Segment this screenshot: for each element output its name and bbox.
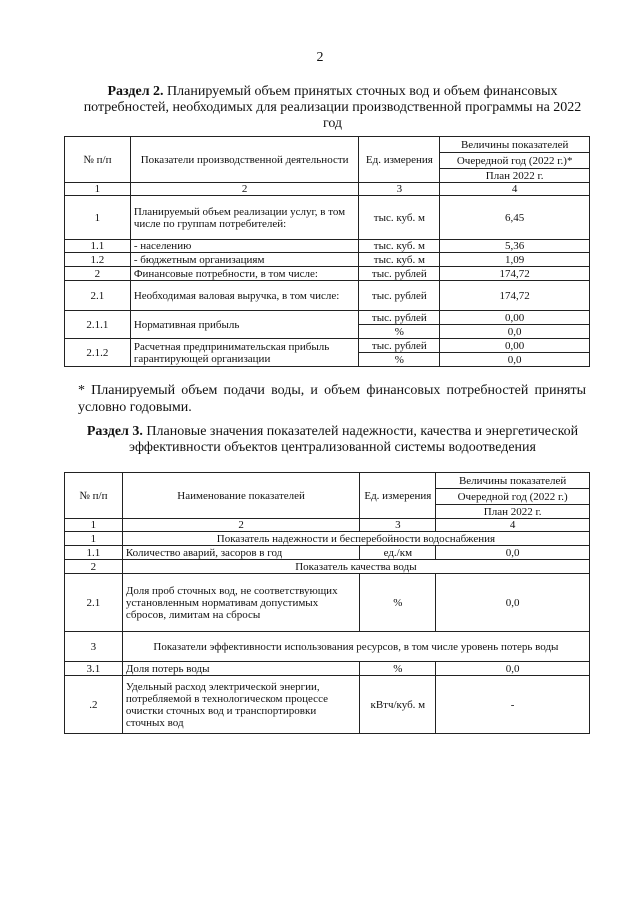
row-unit: %: [359, 353, 440, 367]
section3-title: [80, 424, 585, 456]
row-unit: ед./км: [360, 546, 436, 560]
header-num: № п/п: [65, 137, 131, 183]
group-num: 1: [65, 532, 123, 546]
index-cell: 1: [65, 183, 131, 196]
table-row: [65, 311, 590, 325]
row-value: 0,0: [436, 574, 590, 632]
row-name: Доля потерь воды: [122, 662, 360, 676]
group-title: Показатель надежности и бесперебойности водоснабжения: [122, 532, 589, 546]
header-name: Показатели производственной деятельности: [130, 137, 359, 183]
table-row: [65, 253, 590, 267]
section2-table: [64, 136, 590, 367]
section3-title-text: Плановые значения показателей надежности, качества и энергетической эффективности объектов централизованной системы водоотведения: [129, 424, 579, 455]
row-value: 5,36: [440, 240, 590, 253]
row-num: 2: [65, 267, 131, 281]
row-value: 0,00: [440, 311, 590, 325]
group-num: 2: [65, 560, 123, 574]
row-num: 1.1: [65, 546, 123, 560]
section3-table: [64, 472, 590, 734]
row-num: 1.1: [65, 240, 131, 253]
row-unit: тыс. рублей: [359, 267, 440, 281]
header-plan: План 2022 г.: [440, 169, 590, 183]
row-name: - населению: [130, 240, 359, 253]
table-row: [65, 574, 590, 632]
row-name: Нормативная прибыль: [130, 311, 359, 339]
index-row: [65, 519, 590, 532]
row-value: 0,0: [440, 325, 590, 339]
row-num: 2.1.1: [65, 311, 131, 339]
row-name: Удельный расход электрической энергии, потребляемой в технологическом процессе очистки сточных вод и транспортировки сточных вод: [122, 676, 360, 734]
row-value: 1,09: [440, 253, 590, 267]
row-unit: %: [359, 325, 440, 339]
header-next-year: Очередной год (2022 г.): [436, 489, 590, 505]
header-unit: Ед. измерения: [360, 473, 436, 519]
index-cell: 2: [130, 183, 359, 196]
header-value-group: Величины показателей: [436, 473, 590, 489]
header-num: № п/п: [65, 473, 123, 519]
row-unit: тыс. куб. м: [359, 240, 440, 253]
table-row: [65, 281, 590, 311]
row-value: 174,72: [440, 281, 590, 311]
row-name: Расчетная предпринимательская прибыль гарантирующей организации: [130, 339, 359, 367]
row-value: 0,00: [440, 339, 590, 353]
row-num: 3.1: [65, 662, 123, 676]
row-unit: %: [360, 574, 436, 632]
group-row: [65, 532, 590, 546]
index-cell: 3: [359, 183, 440, 196]
header-plan: План 2022 г.: [436, 505, 590, 519]
row-name: Финансовые потребности, в том числе:: [130, 267, 359, 281]
index-cell: 1: [65, 519, 123, 532]
row-num: 2.1: [65, 281, 131, 311]
row-unit: тыс. рублей: [359, 281, 440, 311]
header-next-year: Очередной год (2022 г.)*: [440, 153, 590, 169]
header-row: [65, 473, 590, 489]
row-unit: кВтч/куб. м: [360, 676, 436, 734]
row-value: 0,0: [436, 662, 590, 676]
group-title: Показатели эффективности использования ресурсов, в том числе уровень потерь воды: [122, 632, 589, 662]
table-row: [65, 546, 590, 560]
table-row: [65, 267, 590, 281]
row-num: .2: [65, 676, 123, 734]
row-unit: %: [360, 662, 436, 676]
row-name: Количество аварий, засоров в год: [122, 546, 360, 560]
row-unit: тыс. куб. м: [359, 196, 440, 240]
index-row: [65, 183, 590, 196]
row-value: 0,0: [440, 353, 590, 367]
section3-title-bold: Раздел 3.: [86, 424, 143, 439]
table-row: [65, 662, 590, 676]
header-unit: Ед. измерения: [359, 137, 440, 183]
row-unit: тыс. рублей: [359, 311, 440, 325]
header-name: Наименование показателей: [122, 473, 360, 519]
header-value-group: Величины показателей: [440, 137, 590, 153]
index-cell: 4: [436, 519, 590, 532]
row-num: 1: [65, 196, 131, 240]
index-cell: 4: [440, 183, 590, 196]
table-row: [65, 196, 590, 240]
group-row: [65, 560, 590, 574]
row-value: 174,72: [440, 267, 590, 281]
row-num: 2.1.2: [65, 339, 131, 367]
row-name: Планируемый объем реализации услуг, в том числе по группам потребителей:: [130, 196, 359, 240]
header-row: [65, 137, 590, 153]
section2-title: [80, 84, 585, 132]
index-cell: 2: [122, 519, 360, 532]
index-cell: 3: [360, 519, 436, 532]
row-name: - бюджетным организациям: [130, 253, 359, 267]
row-num: 2.1: [65, 574, 123, 632]
footnote: * Планируемый объем подачи воды, и объем финансовых потребностей приняты условно годовыми.: [78, 383, 586, 415]
row-value: -: [436, 676, 590, 734]
group-num: 3: [65, 632, 123, 662]
page-number: 2: [316, 50, 324, 65]
group-title: Показатель качества воды: [122, 560, 589, 574]
table-row: [65, 676, 590, 734]
row-num: 1.2: [65, 253, 131, 267]
row-unit: тыс. куб. м: [359, 253, 440, 267]
row-value: 6,45: [440, 196, 590, 240]
section2-title-text: Планируемый объем принятых сточных вод и объем финансовых потребностей, необходимых для реализации производственной программы на 2022 год: [83, 84, 582, 131]
row-name: Доля проб сточных вод, не соответствующих установленным нормативам допустимых сбросов, лимитам на сбросы: [122, 574, 360, 632]
table-row: [65, 240, 590, 253]
row-name: Необходимая валовая выручка, в том числе:: [130, 281, 359, 311]
row-value: 0,0: [436, 546, 590, 560]
table-row: [65, 339, 590, 353]
row-unit: тыс. рублей: [359, 339, 440, 353]
group-row: [65, 632, 590, 662]
section2-title-bold: Раздел 2.: [107, 84, 164, 99]
